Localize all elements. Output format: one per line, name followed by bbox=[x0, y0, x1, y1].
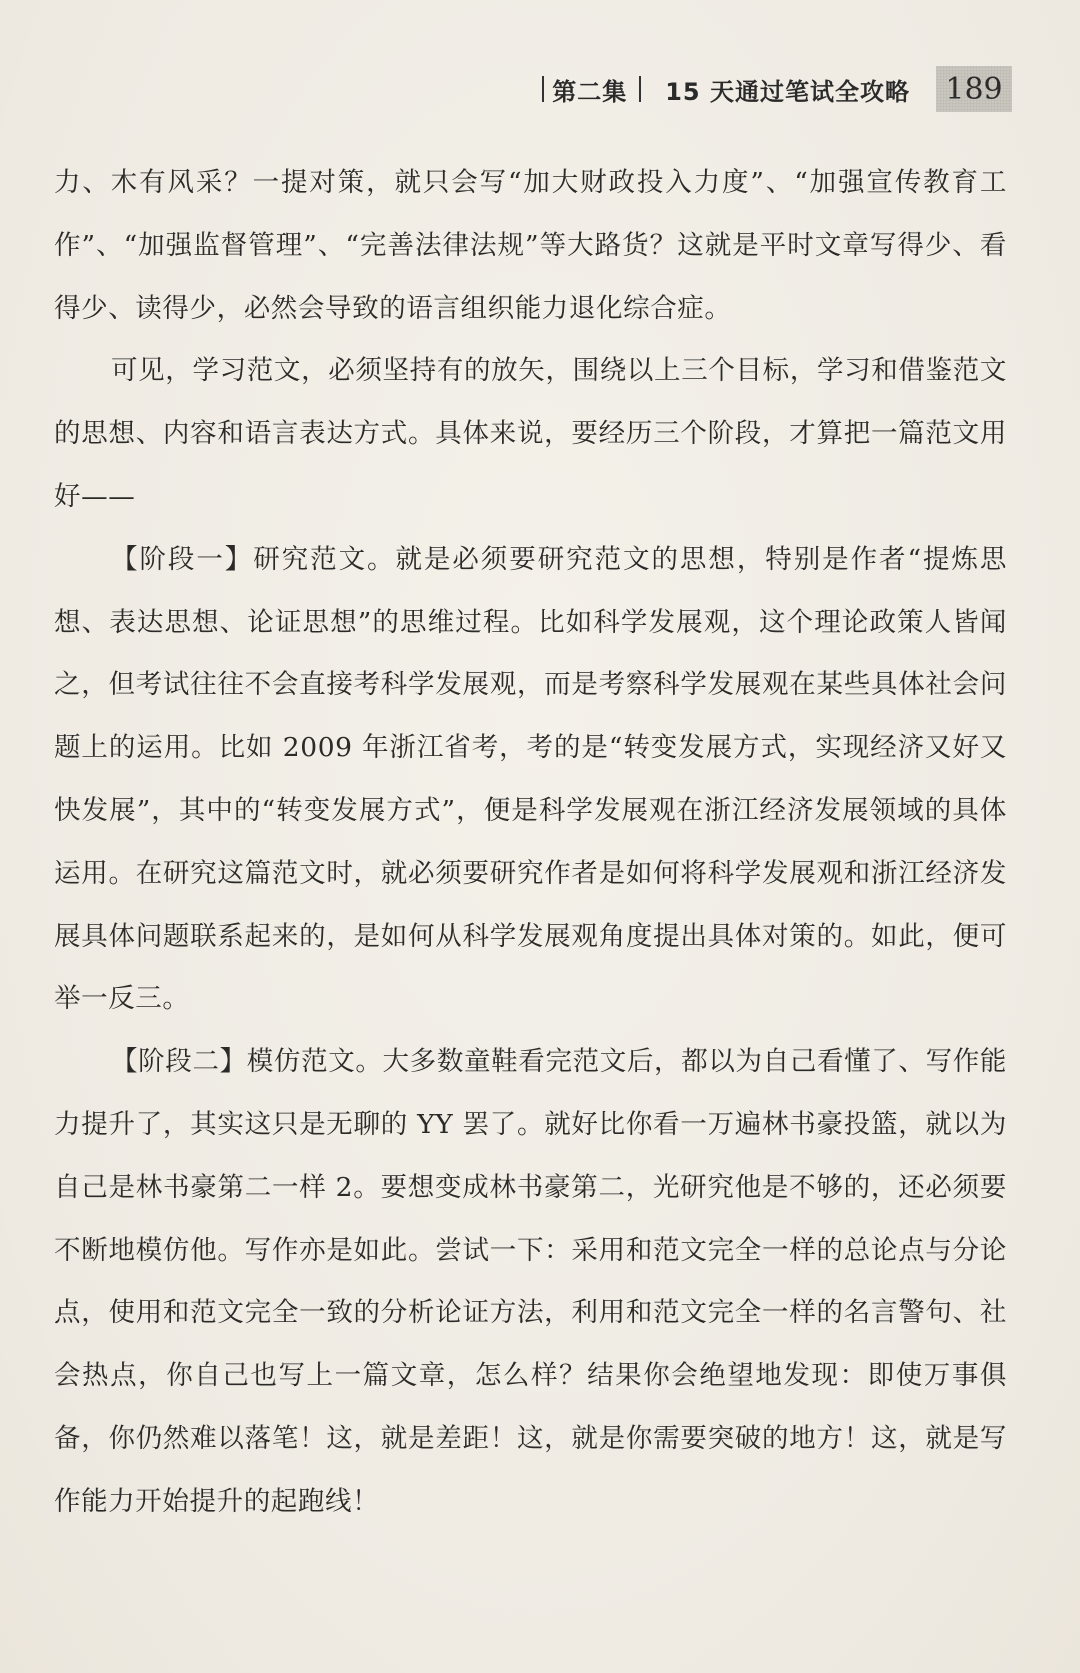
header-divider bbox=[639, 76, 641, 102]
paragraph: 可见，学习范文，必须坚持有的放矢，围绕以上三个目标，学习和借鉴范文的思想、内容和语言表达方式。具体来说，要经历三个阶段，才算把一篇范文用好—— bbox=[54, 355, 1007, 512]
header-divider bbox=[542, 76, 544, 102]
paragraph: 力、木有风采？一提对策，就只会写“加大财政投入力度”、“加强宣传教育工作”、“加强监督管理”、“完善法律法规”等大路货？这就是平时文章写得少、看得少、读得少，必然会导致的语言组织能力退化综合症。 bbox=[54, 167, 1007, 324]
paragraph: 【阶段一】研究范文。就是必须要研究范文的思想，特别是作者“提炼思想、表达思想、论证思想”的思维过程。比如科学发展观，这个理论政策人皆闻之，但考试往往不会直接考科学发展观，而是考察科学发展观在某些具体社会问题上的运用。比如 2009 年浙江省考，考的是“转变发展方式，实现经济又好又快发展”，其中的“转变发展方式”，便是科学发展观在浙江经济发展领域的具体运用。在研究这篇范文时，就必须要研究作者是如何将科学发展观和浙江经济发展具体问题联系起来的，是如何从科学发展观角度提出具体对策的。如此，便可举一反三。 bbox=[54, 543, 1007, 1015]
paragraph: 【阶段二】模仿范文。大多数童鞋看完范文后，都以为自己看懂了、写作能力提升了，其实这只是无聊的 YY 罢了。就好比你看一万遍林书豪投篮，就以为自己是林书豪第二一样 2。要想变成林书豪第二，光研究他是不够的，还必须要不断地模仿他。写作亦是如此。尝试一下：采用和范文完全一样的总论点与分论点，使用和范文完全一致的分析论证方法，利用和范文完全一样的名言警句、社会热点，你自己也写上一篇文章，怎么样？结果你会绝望地发现：即使万事俱备，你仍然难以落笔！这，就是差距！这，就是你需要突破的地方！这，就是写作能力开始提升的起跑线！ bbox=[54, 1046, 1007, 1517]
page-number: 189 bbox=[936, 66, 1012, 112]
body-text bbox=[54, 152, 1007, 1534]
series-name: 第二集 bbox=[552, 77, 628, 106]
running-header bbox=[534, 66, 1012, 112]
book-title: 15 天通过笔试全攻略 bbox=[665, 77, 910, 106]
